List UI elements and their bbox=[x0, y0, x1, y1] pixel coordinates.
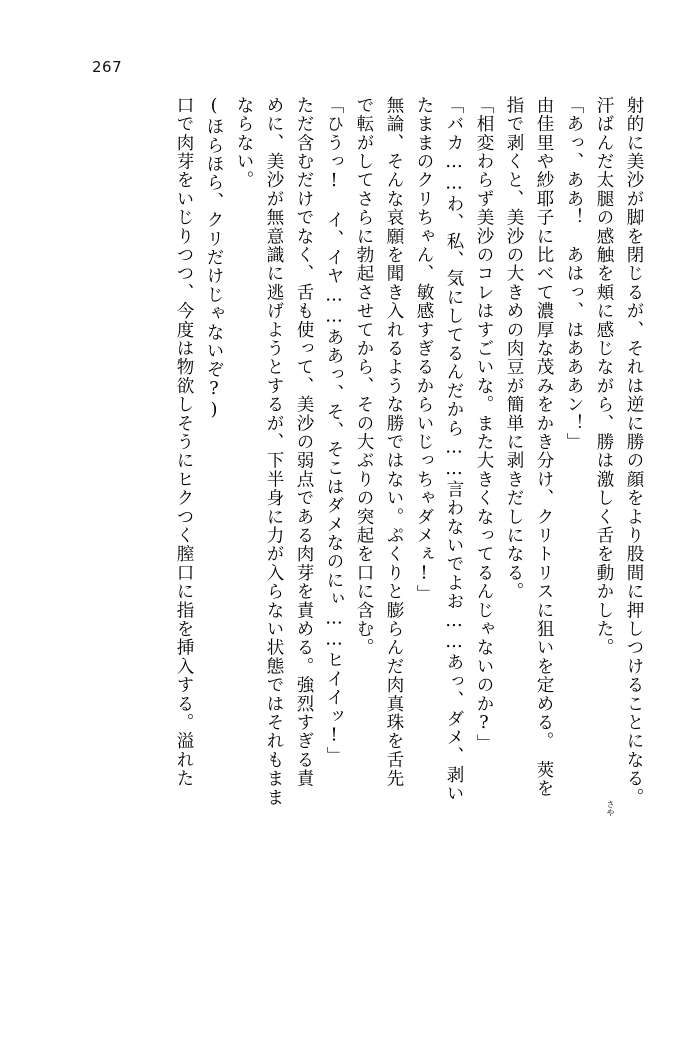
text-column: めに、美沙が無意識に逃げようとするが、下半身に力が入らない状態ではそれもまま bbox=[264, 96, 284, 807]
text-column: 由佳里や紗耶子に比べて濃厚な茂みをかき分け、クリトリスに狙いを定める。 莢を bbox=[534, 96, 554, 798]
page-number: 267 bbox=[92, 58, 123, 76]
text-column: 「ひうっ! イ、イヤ……ああっ、そ、そこはダメなのにぃ……ヒイイッ!」 bbox=[324, 96, 344, 766]
text-column: 汗ばんだ太腿の感触を頬に感じながら、勝は激しく舌を動かした。 bbox=[594, 96, 614, 657]
text-column: 口で肉芽をいじりつつ、今度は物欲しそうにヒクつく膣口に指を挿入する。溢れた bbox=[174, 96, 194, 788]
text-column: ならない。 bbox=[234, 96, 254, 190]
text-column: たままのクリちゃん、敏感すぎるからいじっちゃダメぇ!」 bbox=[414, 96, 434, 604]
text-column: 「あっ、ああ！ あはっ、はあああン！」 bbox=[564, 96, 584, 452]
text-column: 指で剥くと、美沙の大きめの肉豆が簡単に剥きだしになる。 bbox=[504, 96, 524, 601]
text-column: で転がしてさらに勃起させてから、その大ぶりの突起を口に含む。 bbox=[354, 96, 374, 657]
text-column: ただ含むだけでなく、舌も使って、美沙の弱点である肉芽を責める。強烈すぎる責 bbox=[294, 96, 314, 788]
ruby-annotation: さや bbox=[606, 800, 615, 817]
text-column: 「相変わらず美沙のコレはすごいな。また大きくなってるんじゃないのか?」 bbox=[474, 96, 494, 753]
vertical-text-block bbox=[162, 96, 642, 966]
text-column: 「バカ……わ、私、気にしてるんだから……言わないでよお……あっ、ダメ、剥い bbox=[444, 96, 464, 803]
text-column: 無論、そんな哀願を聞き入れるような勝ではない。ぷくりと膨らんだ肉真珠を舌先 bbox=[384, 96, 404, 788]
text-column: (ほらほら、クリだけじゃないぞ?) bbox=[204, 96, 224, 422]
text-column: 射的に美沙が脚を閉じるが、それは逆に勝の顔をより股間に押しつけることになる。 bbox=[624, 96, 644, 807]
